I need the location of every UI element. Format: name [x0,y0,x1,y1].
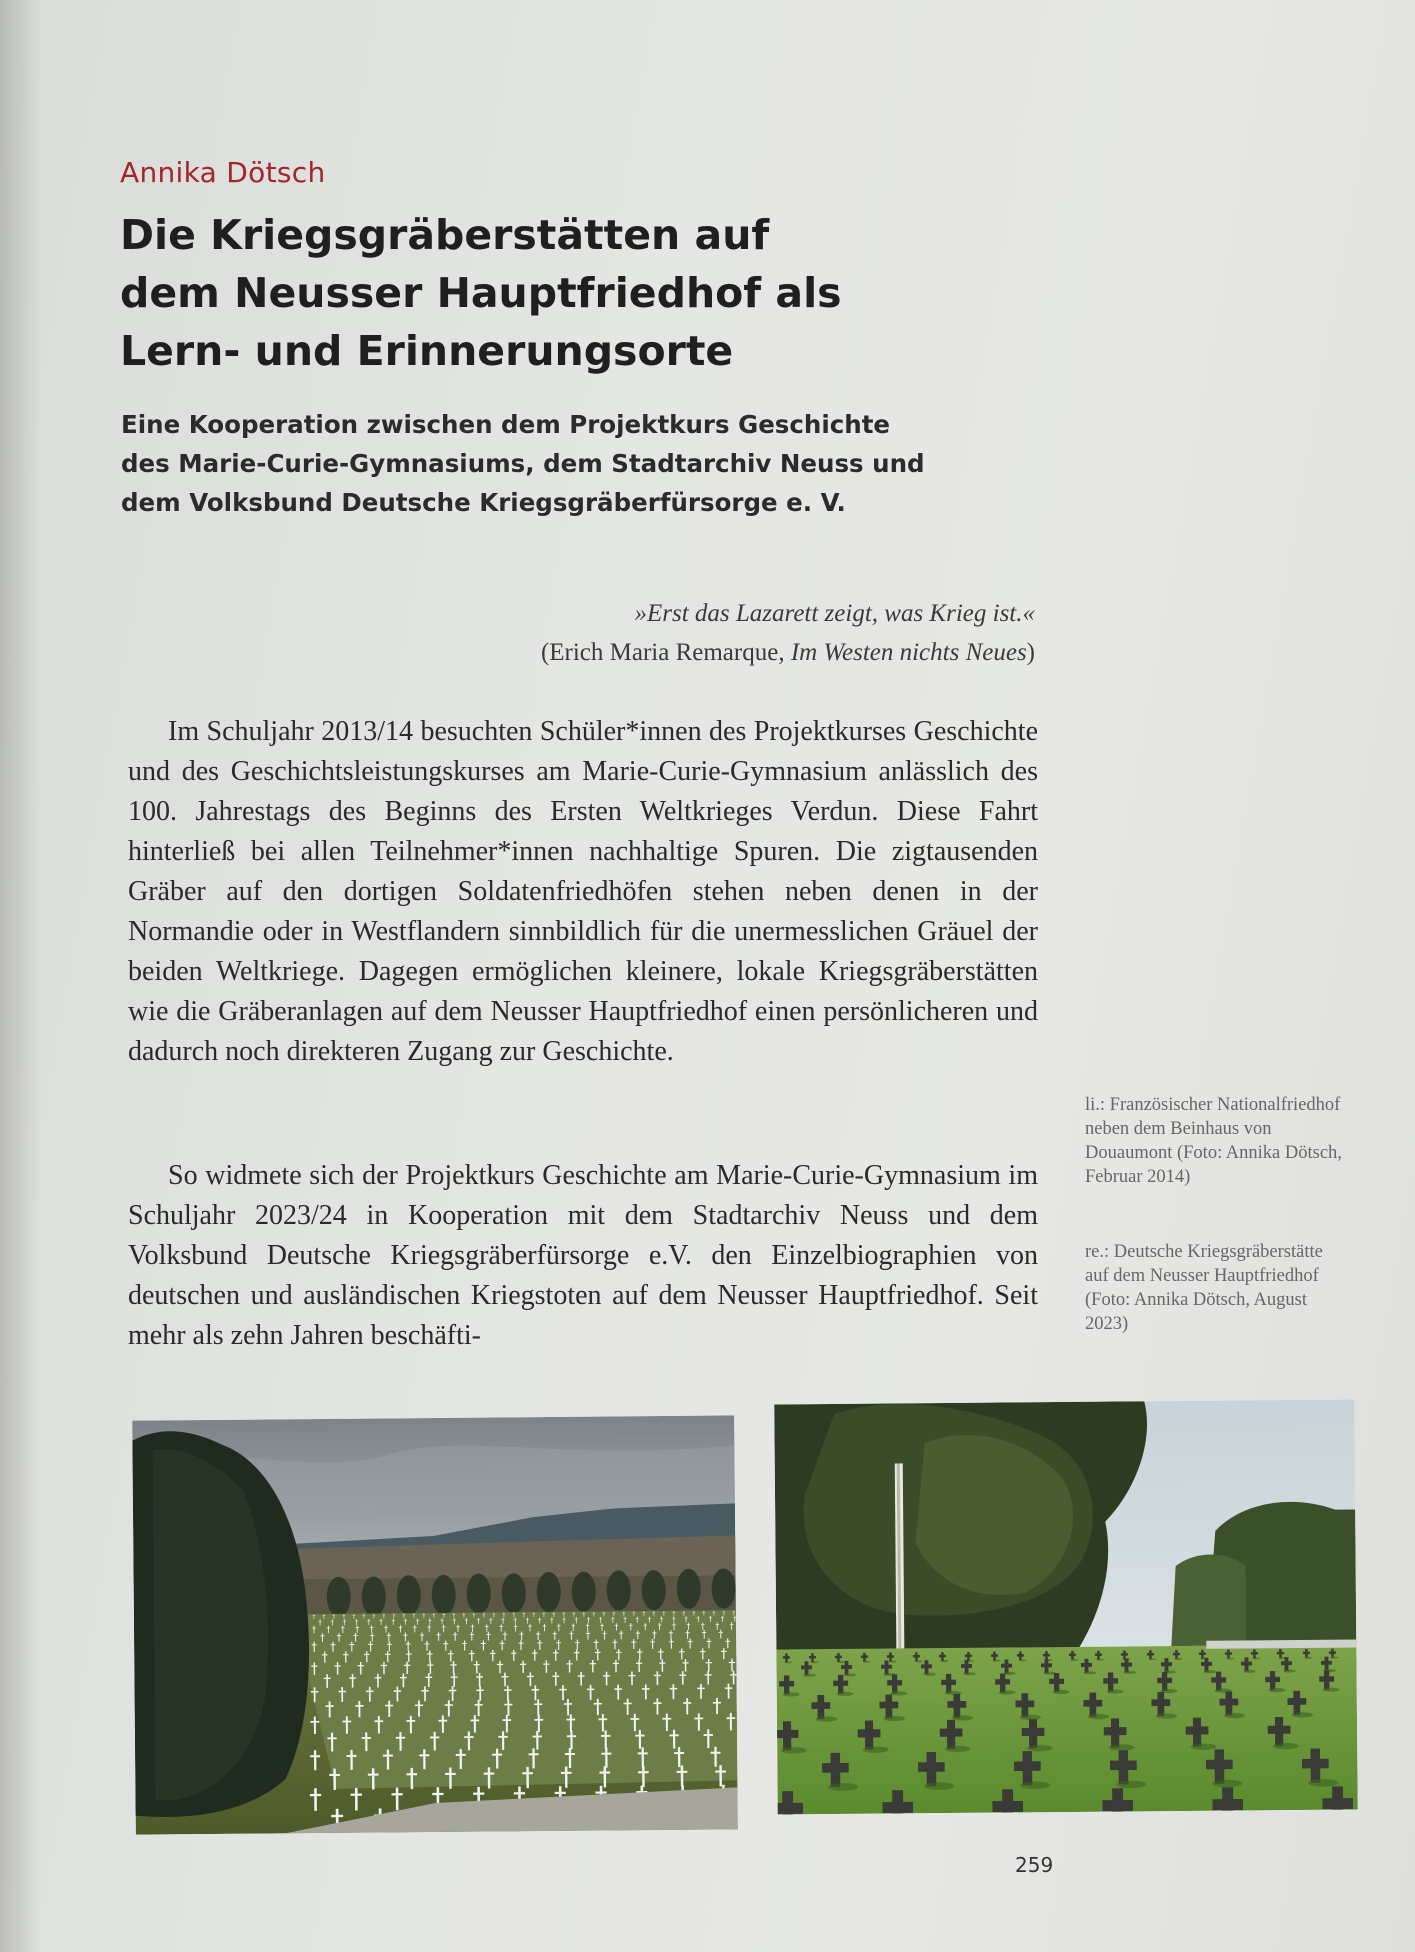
epigraph-quote: »Erst das Lazarett zeigt, was Krieg ist.« [634,600,1035,627]
body-paragraph-2: So widmete sich der Projektkurs Geschichte am Marie-Curie-Gymnasium im Schuljahr 2023/24 in Kooperation mit dem Stadtarchiv Neuss und dem Volksbund Deutsche Kriegsgräberfürsorge e.V. den Einzelbiographien von deutschen und ausländischen Kriegstoten auf dem Neusser Hauptfriedhof. Seit mehr als zehn Jahren beschäfti- [128,1160,1038,1351]
article-title: Die Kriegsgräberstätten auf dem Neusser Hauptfriedhof als Lern- und Erinnerungsorte [120,211,842,375]
body-paragraph-1: Im Schuljahr 2013/14 besuchten Schüler*innen des Projektkurses Geschichte und des Geschichtsleistungskurses am Marie-Curie-Gymnasium anlässlich des 100. Jahrestags des Beginns des Ersten Weltkrieges Verdun. Diese Fahrt hinterließ bei allen Teilnehmer*innen nachhaltige Spuren. Die zigtausenden Gräber auf den dortigen Soldatenfriedhöfen stehen neben denen in der Normandie oder in Westflandern sinnbildlich für die unermesslichen Gräuel der beiden Weltkriege. Dagegen ermöglichen kleinere, lokale Kriegsgräberstätten wie die Gräberanlagen auf dem Neusser Hauptfriedhof einen persönlicheren und dadurch noch direkteren Zugang zur Geschichte. [128,716,1038,1067]
neuss-cemetery-image [774,1399,1358,1814]
article-subtitle: Eine Kooperation zwischen dem Projektkurs Geschichte des Marie-Curie-Gymnasiums, dem Stadtarchiv Neuss und dem Volksbund Deutsche Kriegsgräberfürsorge e. V. [121,410,925,517]
author-name: Annika Dötsch [120,156,326,189]
caption-left-photo: li.: Französischer Nationalfriedhof neben dem Beinhaus von Douaumont (Foto: Annika Dötsch, Februar 2014) [1085,1095,1342,1187]
epigraph [300,594,1035,672]
epigraph-attribution [300,633,1035,672]
attribution-work: Im Westen nichts Neues [790,639,1027,666]
attribution-open: (Erich Maria Remarque, [540,639,791,666]
page-number: 259 [1015,1853,1054,1877]
douaumont-cemetery-image [132,1415,738,1834]
photo-neuss-war-cemetery [774,1399,1358,1814]
page-gutter-shadow [0,0,40,1952]
photo-douaumont-cemetery [132,1415,738,1834]
caption-right-photo: re.: Deutsche Kriegsgräberstätte auf dem Neusser Hauptfriedhof (Foto: Annika Dötsch, August 2023) [1085,1242,1323,1334]
attribution-close: ) [1026,639,1035,666]
